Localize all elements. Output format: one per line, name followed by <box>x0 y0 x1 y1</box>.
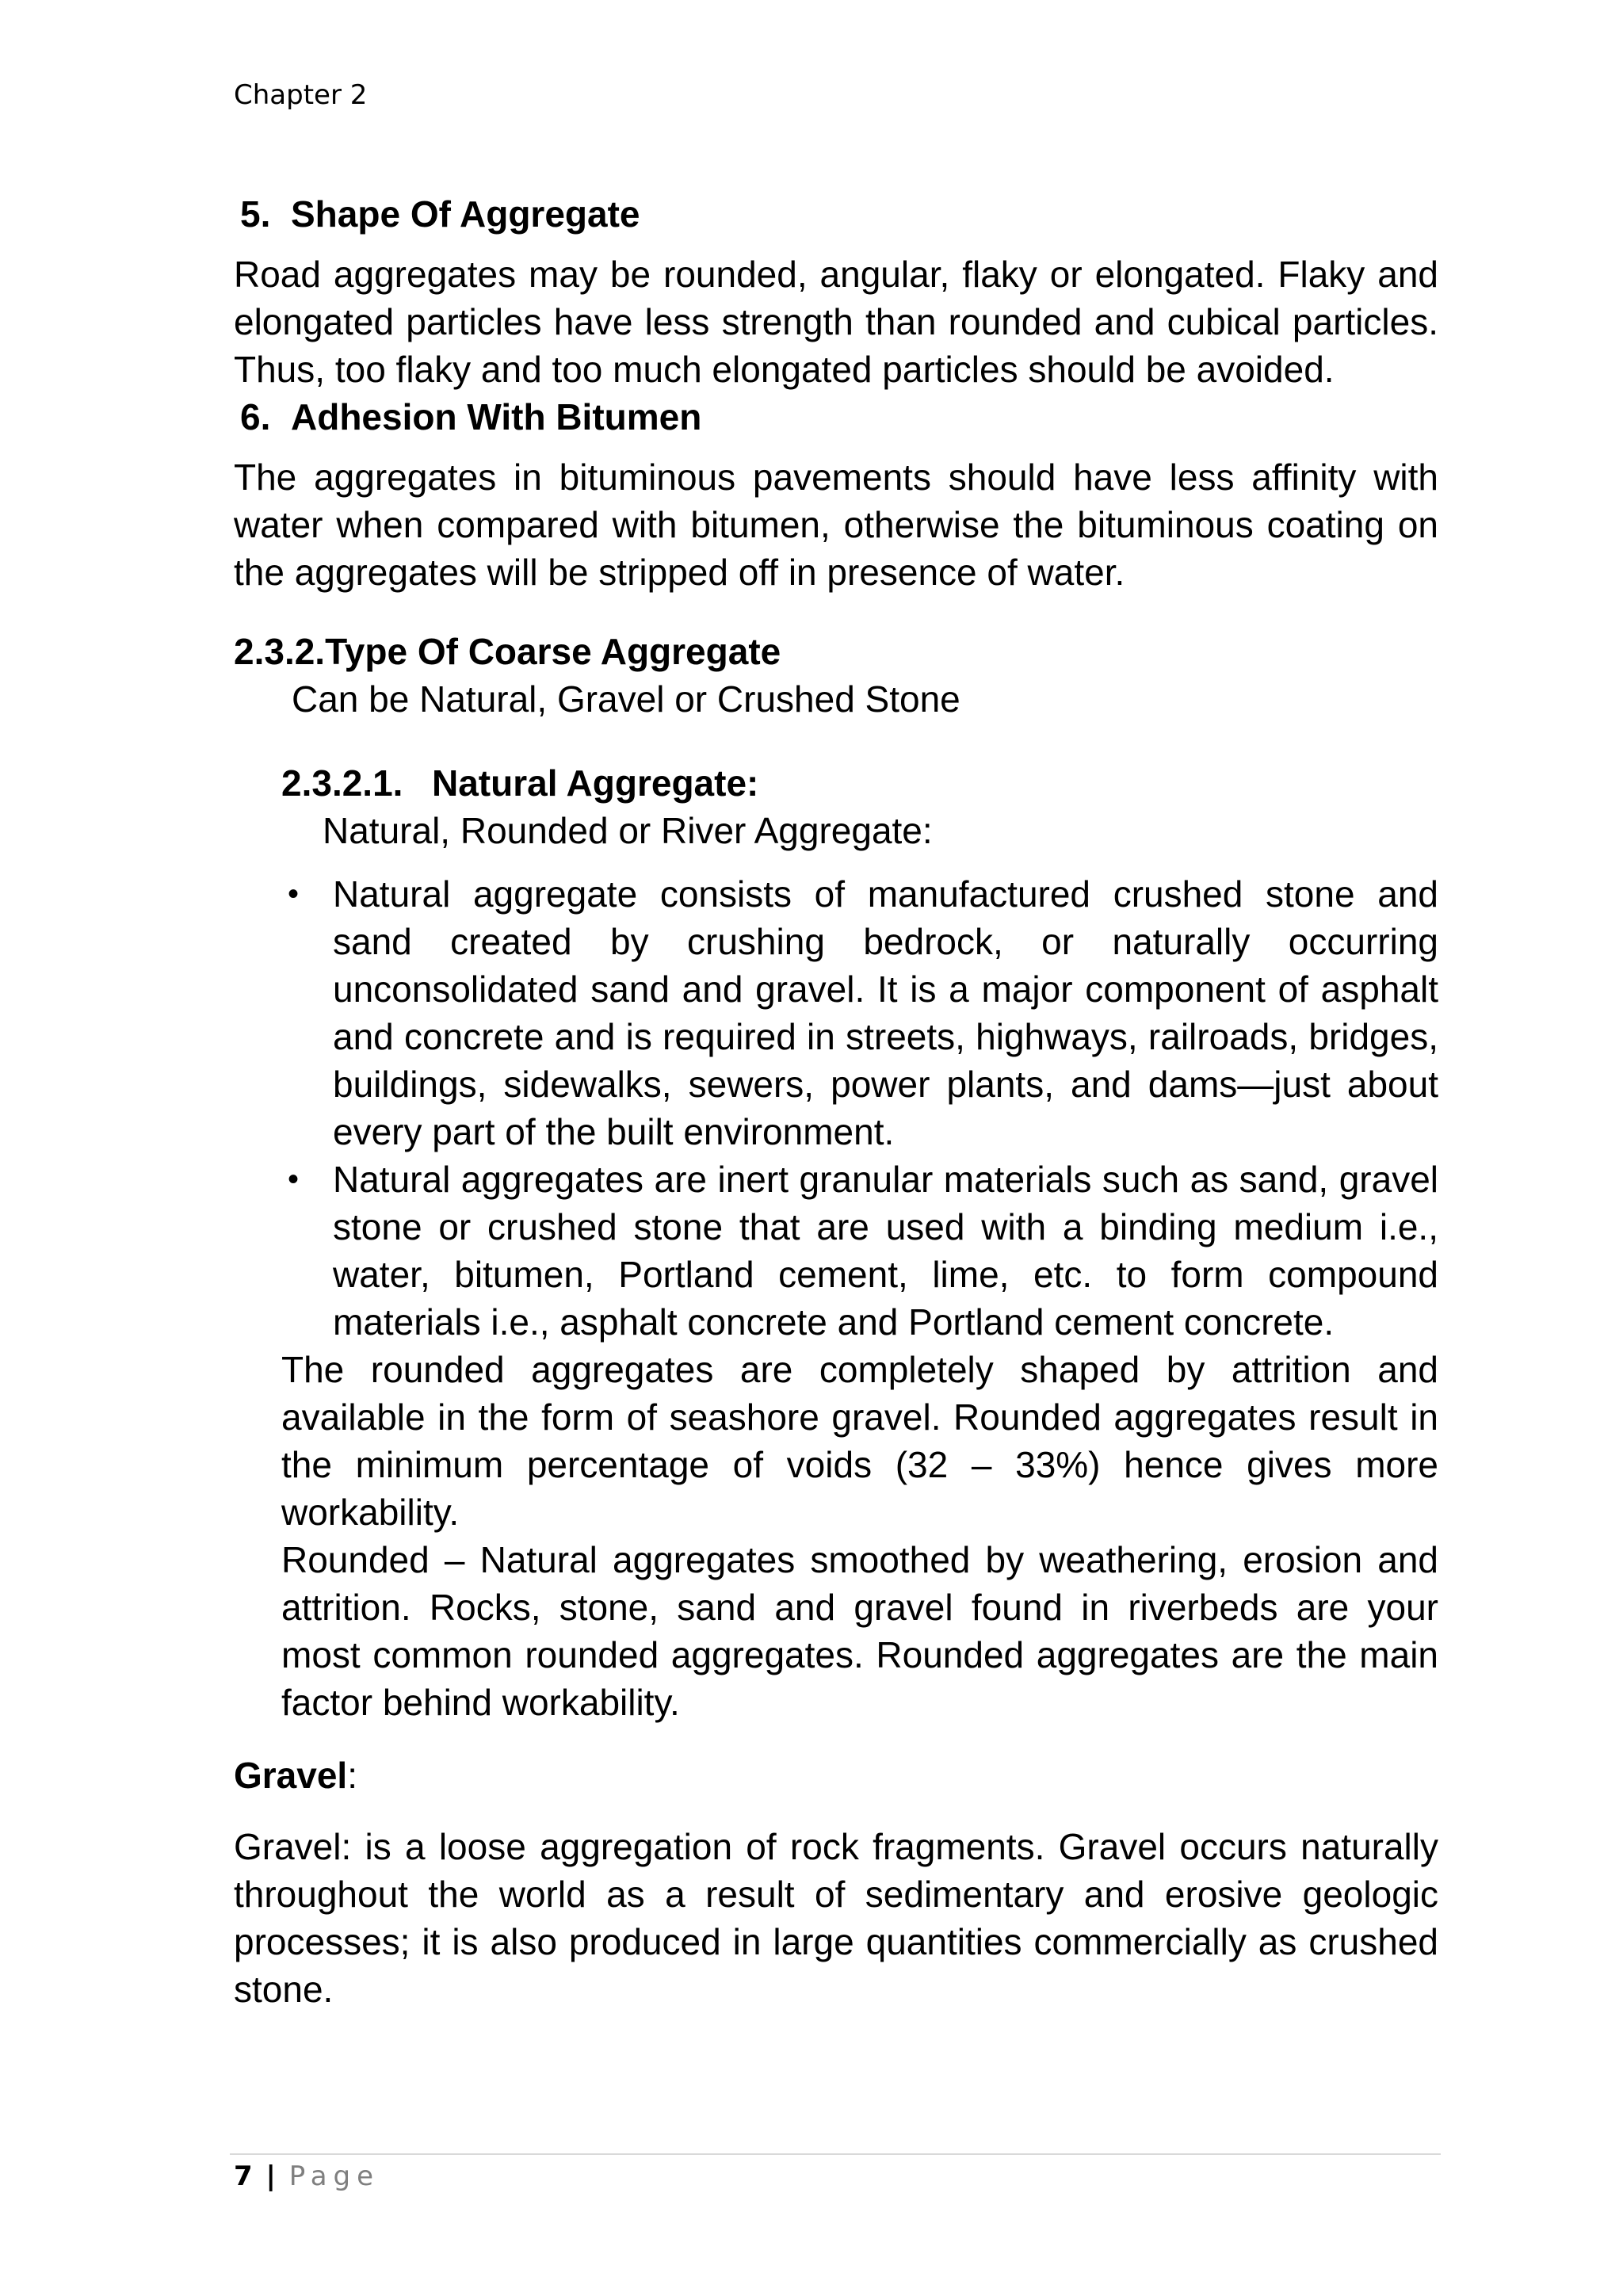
footer-separator: | <box>265 2160 276 2192</box>
bullet-icon: • <box>288 877 300 911</box>
section-6-number: 6. <box>240 396 271 437</box>
section-6-paragraph: The aggregates in bituminous pavements should have less affinity with water when compared with bitumen, otherwise the bituminous coating on the aggregates will be stripped off in presence of water. <box>234 457 1438 593</box>
section-2-3-2-1-subtitle: Natural, Rounded or River Aggregate: <box>323 810 933 851</box>
bullet-item-2-text: Natural aggregates are inert granular materials such as sand, gravel stone or crushed stone that are used with a binding medium i.e., water, bitumen, Portland cement, lime, etc. to form compound materials i.e., asphalt concrete and Portland cement concrete. <box>333 1159 1438 1343</box>
rounded-aggregates-paragraph-1: The rounded aggregates are completely shaped by attrition and available in the form of seashore gravel. Rounded aggregates result in the minimum percentage of voids (32 – 33%) hence gives more workability. <box>281 1349 1438 1533</box>
gravel-heading <box>234 1752 1438 1799</box>
section-2-3-2-1-number: 2.3.2.1. <box>281 762 403 804</box>
page-footer <box>234 2160 380 2192</box>
gravel-heading-colon: : <box>347 1755 357 1796</box>
section-5-title: Shape Of Aggregate <box>291 193 640 235</box>
gravel-heading-text: Gravel <box>234 1755 348 1796</box>
page-number: 7 <box>234 2160 253 2192</box>
section-5-heading <box>240 190 1438 238</box>
page-label: Page <box>288 2160 380 2192</box>
bullet-icon: • <box>288 1162 300 1197</box>
section-2-3-2-subtitle: Can be Natural, Gravel or Crushed Stone <box>292 678 960 720</box>
section-5-paragraph: Road aggregates may be rounded, angular, flaky or elongated. Flaky and elongated particles have less strength than rounded and cubical particles. Thus, too flaky and too much elongated particles should be avoided. <box>234 254 1438 390</box>
running-header: Chapter 2 <box>234 79 368 111</box>
section-6-heading <box>240 393 1438 441</box>
section-2-3-2-1-title: Natural Aggregate: <box>432 762 759 804</box>
section-2-3-2-heading: 2.3.2.Type Of Coarse Aggregate <box>234 631 781 672</box>
rounded-aggregates-paragraph-2: Rounded – Natural aggregates smoothed by weathering, erosion and attrition. Rocks, stone, sand and gravel found in riverbeds are your most common rounded aggregates. Rounded aggregates are the main factor behind workability. <box>281 1539 1438 1723</box>
gravel-paragraph: Gravel: is a loose aggregation of rock fragments. Gravel occurs naturally throughout the world as a result of sedimentary and erosive geologic processes; it is also produced in large quantities commercially as crushed stone. <box>234 1826 1438 2010</box>
bullet-item-2 <box>281 1156 1438 1346</box>
page-content <box>234 190 1438 2013</box>
section-6-title: Adhesion With Bitumen <box>291 396 702 437</box>
section-2-3-2-1-block <box>281 759 1438 1726</box>
section-5-number: 5. <box>240 193 271 235</box>
natural-aggregate-bullet-list <box>281 870 1438 1346</box>
bullet-item-1 <box>281 870 1438 1156</box>
section-2-3-2-1-heading <box>281 759 1438 807</box>
bullet-item-1-text: Natural aggregate consists of manufactured crushed stone and sand created by crushing bedrock, or naturally occurring unconsolidated sand and gravel. It is a major component of asphalt and concrete and is required in streets, highways, railroads, bridges, buildings, sidewalks, sewers, power plants, and dams—just about every part of the built environment. <box>333 873 1438 1152</box>
footer-divider <box>230 2153 1441 2155</box>
